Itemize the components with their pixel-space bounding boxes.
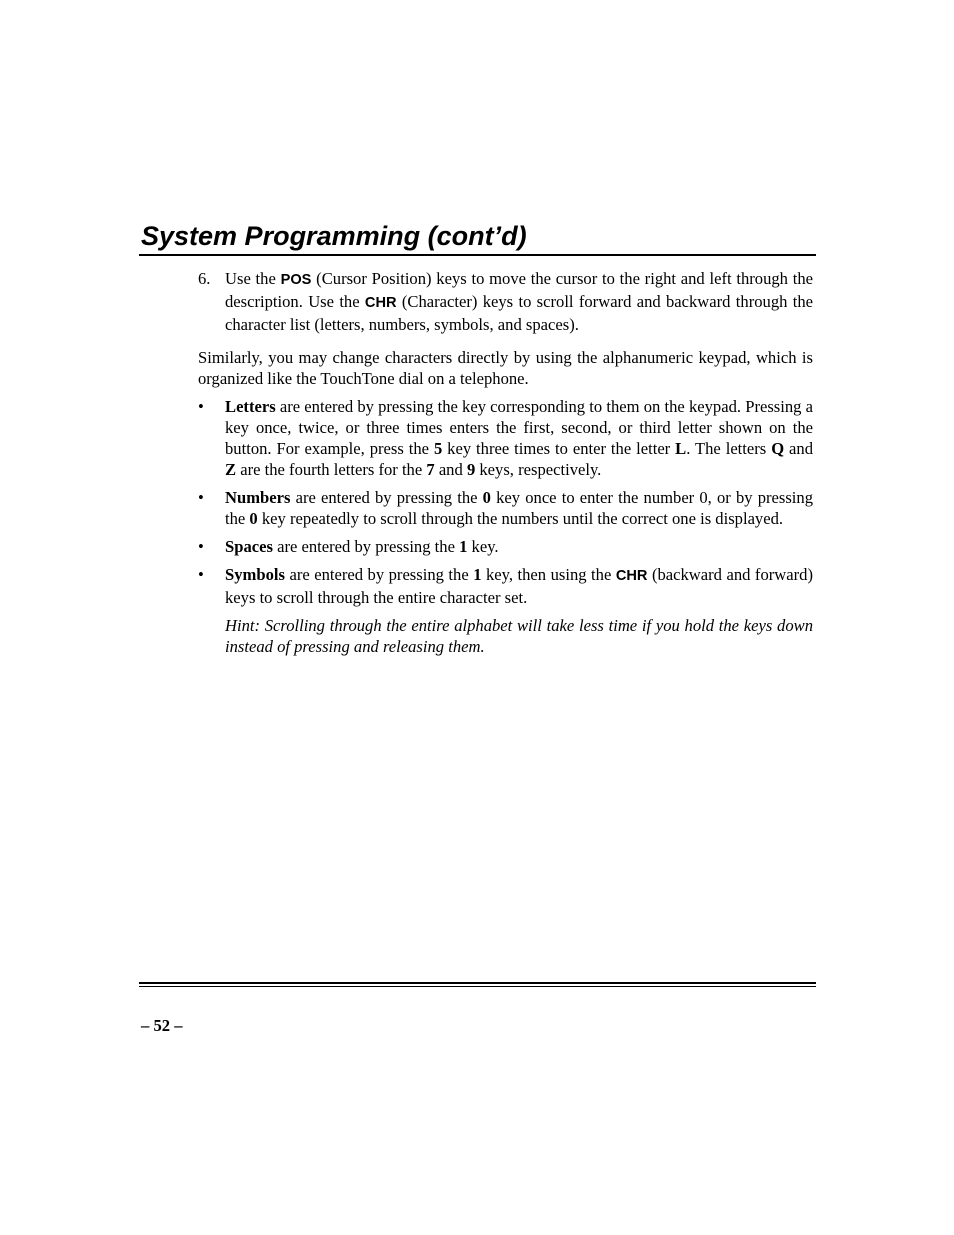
bullet-text: are entered by pressing the: [272, 537, 460, 556]
bullet-icon: •: [198, 537, 204, 556]
bullet-text: and: [434, 460, 467, 479]
step-6-text: Use the: [225, 269, 281, 288]
bullet-text: are entered by pressing the: [284, 565, 474, 584]
key-0: 0: [482, 488, 491, 507]
bullet-term: Numbers: [225, 488, 291, 507]
chr-key-label: CHR: [364, 295, 397, 311]
content-body: [198, 268, 813, 657]
bullet-icon: •: [198, 488, 204, 507]
bullet-text: key three times to enter the letter: [442, 439, 676, 458]
bullet-text: are the fourth letters for the: [236, 460, 427, 479]
bullet-text: (backward and forward) keys to scroll through the entire character set.: [225, 565, 813, 607]
bullet-text: are entered by pressing the key corresponding to them on the keypad. Pressing a key once, twice, or three times enters the first, second, or third letter shown on the button. For example, press the: [225, 397, 813, 458]
bullet-letters: [198, 396, 813, 480]
bullet-text: key once to enter the number 0, or by pressing the: [225, 488, 813, 528]
page-number: – 52 –: [141, 1016, 183, 1035]
intro-paragraph: Similarly, you may change characters directly by using the alphanumeric keypad, which is organized like the TouchTone dial on a telephone.: [198, 348, 813, 388]
key-5: 5: [433, 439, 443, 458]
letter-q: Q: [771, 439, 785, 458]
key-7: 7: [426, 460, 435, 479]
bullet-icon: •: [198, 397, 204, 416]
key-0: 0: [249, 509, 258, 528]
key-1: 1: [473, 565, 482, 584]
bullet-text: keys, respectively.: [475, 460, 602, 479]
bullet-icon: •: [198, 565, 204, 584]
step-6-text: (Character) keys to scroll forward and backward through the character list (letters, numbers, symbols, and spaces).: [225, 292, 814, 334]
step-6-text: (Cursor Position) keys to move the cursor to the right and left through the description. Use the: [225, 269, 813, 311]
step-6: [198, 268, 813, 335]
bullet-term: Letters: [225, 397, 276, 416]
hint-note: Hint: Scrolling through the entire alphabet will take less time if you hold the keys down instead of pressing and releasing them.: [225, 616, 813, 656]
key-9: 9: [466, 460, 476, 479]
bullet-text: are entered by pressing the: [290, 488, 483, 507]
bullet-symbols: [198, 564, 813, 608]
step-number: 6.: [198, 269, 211, 288]
bullet-term: Symbols: [225, 565, 285, 584]
bullet-text: key, then using the: [481, 565, 616, 584]
pos-key-label: POS: [280, 272, 312, 288]
bullet-text: and: [784, 439, 813, 458]
bullet-text: . The letters: [686, 439, 772, 458]
bullet-term: Spaces: [225, 537, 273, 556]
chr-key-label: CHR: [615, 568, 648, 584]
letter-z: Z: [225, 460, 237, 479]
key-1: 1: [459, 537, 468, 556]
footer-divider: [139, 982, 816, 984]
bullet-numbers: [198, 487, 813, 529]
footer-divider-thin: [139, 986, 816, 987]
bullet-text: key repeatedly to scroll through the numbers until the correct one is displayed.: [257, 509, 784, 528]
bullet-text: key.: [467, 537, 499, 556]
letter-l: L: [675, 439, 687, 458]
page-title: System Programming (cont’d): [141, 221, 527, 251]
title-divider: [139, 254, 816, 256]
bullet-spaces: [198, 536, 813, 557]
